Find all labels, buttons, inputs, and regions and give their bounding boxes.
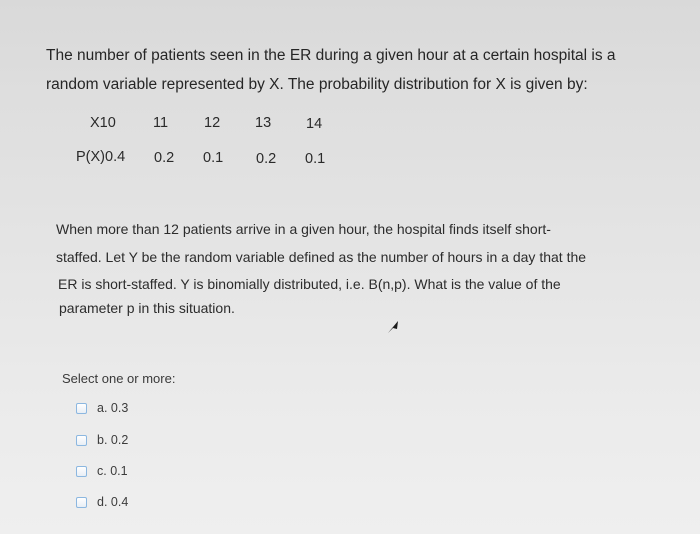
dist-p-value: 0.1 bbox=[203, 150, 224, 166]
answer-option-a[interactable] bbox=[76, 399, 128, 417]
select-one-or-more-label: Select one or more: bbox=[62, 371, 176, 386]
dist-x-value: 12 bbox=[204, 115, 221, 131]
checkbox-c[interactable] bbox=[76, 466, 87, 477]
answer-option-d[interactable] bbox=[76, 493, 128, 511]
option-c-label: c. 0.1 bbox=[97, 464, 128, 478]
dist-p-value: 0.2 bbox=[154, 150, 175, 166]
dist-p-label: P(X) bbox=[76, 149, 105, 165]
mouse-pointer-icon bbox=[386, 319, 400, 335]
subquestion-line-2: staffed. Let Y be the random variable defined as the number of hours in a day that the bbox=[56, 249, 587, 265]
subquestion-line-3: ER is short-staffed. Y is binomially distributed, i.e. B(n,p). What is the value of the bbox=[58, 276, 561, 292]
dist-x-cell-1 bbox=[90, 115, 116, 131]
dist-x-value: 10 bbox=[99, 115, 116, 131]
checkbox-d[interactable] bbox=[76, 497, 87, 508]
dist-p-value: 0.4 bbox=[105, 149, 126, 165]
dist-x-label: X bbox=[90, 115, 100, 131]
dist-x-value: 11 bbox=[153, 115, 169, 131]
subquestion-line-4: parameter p in this situation. bbox=[59, 300, 235, 316]
dist-p-value: 0.1 bbox=[305, 151, 326, 167]
option-a-label: a. 0.3 bbox=[97, 401, 129, 415]
answer-option-b[interactable] bbox=[76, 431, 128, 449]
checkbox-a[interactable] bbox=[76, 403, 87, 414]
dist-x-value: 13 bbox=[255, 115, 272, 131]
option-b-label: b. 0.2 bbox=[97, 433, 129, 447]
option-d-label: d. 0.4 bbox=[97, 495, 129, 509]
question-line-1: The number of patients seen in the ER during a given hour at a certain hospital is a bbox=[46, 47, 616, 64]
subquestion-line-1: When more than 12 patients arrive in a given hour, the hospital finds itself short- bbox=[56, 221, 551, 237]
checkbox-b[interactable] bbox=[76, 435, 87, 446]
question-line-2: random variable represented by X. The probability distribution for X is given by: bbox=[46, 76, 588, 93]
answer-option-c[interactable] bbox=[76, 462, 128, 480]
dist-p-cell-1 bbox=[76, 149, 125, 165]
dist-x-value: 14 bbox=[306, 116, 323, 132]
dist-p-value: 0.2 bbox=[256, 151, 277, 167]
